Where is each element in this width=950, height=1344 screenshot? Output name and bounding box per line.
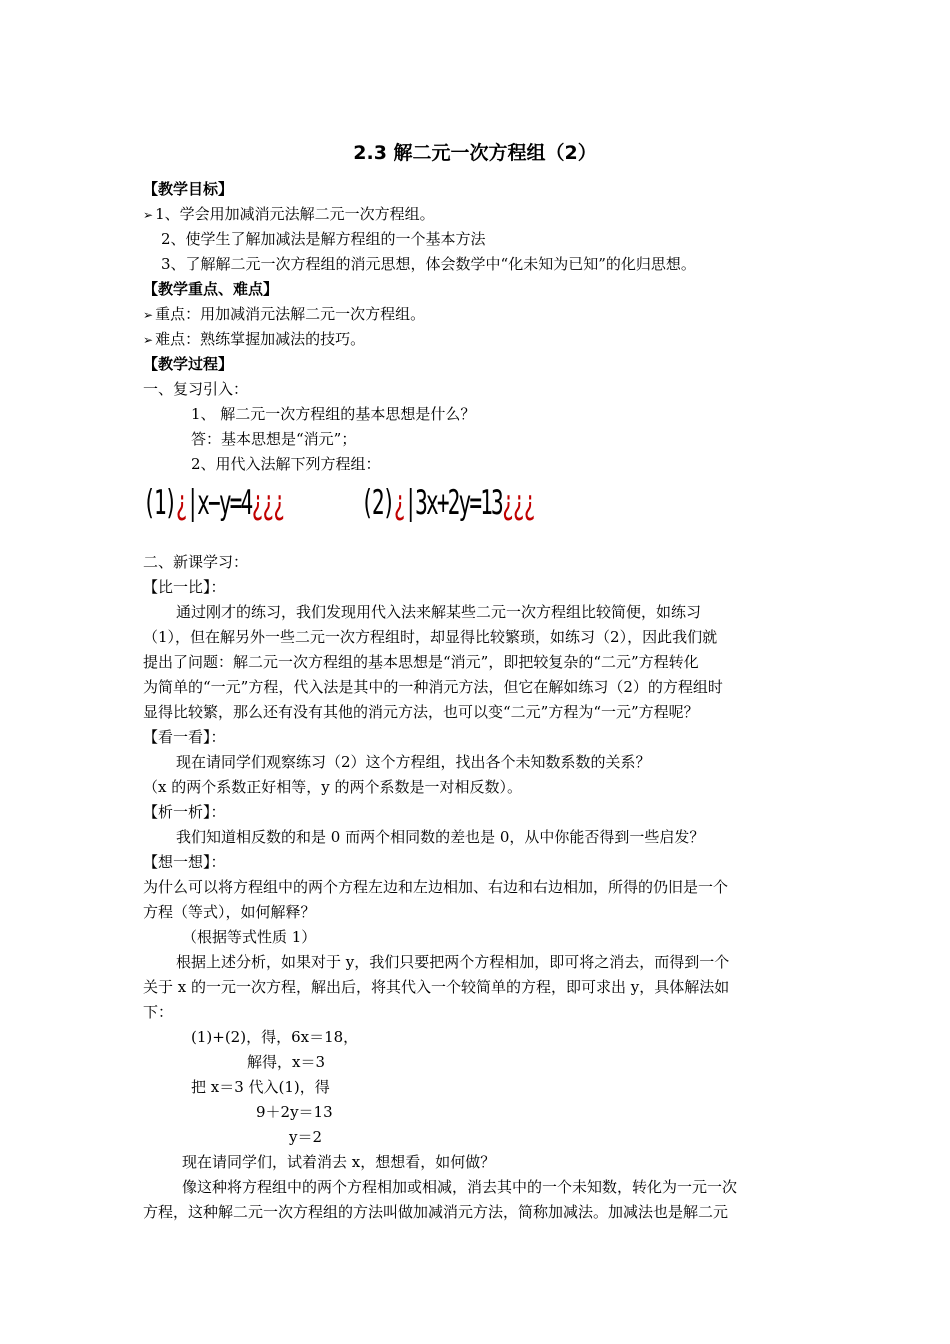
working-step-4: 9＋2y＝13 — [256, 1103, 333, 1121]
difficult-point — [143, 327, 365, 351]
look-line-2: （x 的两个系数正好相等，y 的两个系数是一对相反数）。 — [143, 778, 522, 796]
analyze-heading: 【析一析】： — [143, 803, 226, 821]
goal-item-3: 3、了解解二元一次方程组的消元思想，体会数学中“化未知为已知”的化归思想。 — [161, 255, 696, 273]
compare-heading: 【比一比】： — [143, 578, 226, 596]
analyze-line-1: 我们知道相反数的和是 0 而两个相同数的差也是 0，从中你能否得到一些启发？ — [176, 828, 705, 846]
solution-para-line-3: 下： — [143, 1003, 174, 1021]
equation-2-label: (2) — [361, 483, 394, 523]
working-step-3: 把 x＝3 代入(1)，得 — [191, 1078, 330, 1096]
review-heading: 一、复习引入： — [143, 380, 249, 398]
equation-2-body: 3x+2y=13 — [415, 483, 502, 523]
equation-2 — [361, 481, 534, 525]
review-question-2: 2、用代入法解下列方程组： — [191, 455, 381, 473]
think-heading: 【想一想】： — [143, 853, 226, 871]
key-point-text: 重点：用加减消元法解二元一次方程组。 — [155, 305, 426, 323]
compare-para-line-4: 为简单的“一元”方程，代入法是其中的一种消元方法，但它在解如练习（2）的方程组时 — [143, 678, 723, 696]
working-step-2: 解得，x＝3 — [247, 1053, 326, 1071]
goal-item-1 — [143, 202, 435, 226]
look-line-1: 现在请同学们观察练习（2）这个方程组，找出各个未知数系数的关系？ — [176, 753, 651, 771]
difficult-point-text: 难点：熟练掌握加减法的技巧。 — [155, 330, 366, 348]
think-line-1: 为什么可以将方程组中的两个方程左边和左边相加、右边和右边相加，所得的仍旧是一个 — [143, 878, 729, 896]
process-heading: 【教学过程】 — [143, 355, 234, 373]
equation-1-tail: ¿¿¿ — [251, 483, 284, 523]
arrow-bullet-icon: ➢ — [143, 333, 154, 347]
equation-1 — [143, 481, 284, 525]
equation-1-mark: ¿ — [175, 483, 187, 523]
goals-heading: 【教学目标】 — [143, 180, 234, 198]
compare-para-line-2: （1），但在解另外一些二元一次方程组时，却显得比较繁琐，如练习（2），因此我们就 — [143, 628, 718, 646]
solution-para-line-2: 关于 x 的一元一次方程，解出后，将其代入一个较简单的方程，即可求出 y，具体解法如 — [143, 978, 730, 996]
compare-para-line-1: 通过刚才的练习，我们发现用代入法来解某些二元一次方程组比较简便，如练习 — [176, 603, 702, 621]
think-line-2: 方程（等式），如何解释？ — [143, 903, 316, 921]
conclusion-line-1: 像这种将方程组中的两个方程相加或相减，消去其中的一个未知数，转化为一元一次 — [182, 1178, 738, 1196]
review-question-1: 1、 解二元一次方程组的基本思想是什么？ — [191, 405, 476, 423]
new-lesson-heading: 二、新课学习： — [143, 553, 249, 571]
key-points-heading: 【教学重点、难点】 — [143, 280, 279, 298]
think-line-3: （根据等式性质 1） — [182, 928, 317, 946]
working-step-5: y＝2 — [289, 1128, 323, 1146]
look-heading: 【看一看】： — [143, 728, 226, 746]
working-step-1: (1)+(2)，得，6x＝18， — [191, 1028, 359, 1046]
review-answer-1: 答：基本思想是“消元”； — [191, 430, 357, 448]
solution-para-line-1: 根据上述分析，如果对于 y，我们只要把两个方程相加，即可将之消去，而得到一个 — [176, 953, 730, 971]
key-point — [143, 302, 425, 326]
compare-para-line-5: 显得比较繁，那么还有没有其他的消元方法，也可以变“二元”方程为“一元”方程呢？ — [143, 703, 699, 721]
goal-item-2: 2、使学生了解加减法是解方程组的一个基本方法 — [161, 230, 486, 248]
page-title: 2.3 解二元一次方程组（2） — [353, 142, 597, 164]
equation-1-brace: | — [186, 483, 198, 523]
compare-para-line-3: 提出了问题：解二元一次方程组的基本思想是“消元”，即把较复杂的“二元”方程转化 — [143, 653, 699, 671]
try-prompt: 现在请同学们，试着消去 x，想想看，如何做？ — [182, 1153, 496, 1171]
equation-2-mark: ¿ — [393, 483, 405, 523]
arrow-bullet-icon: ➢ — [143, 208, 154, 222]
equation-1-label: (1) — [143, 483, 176, 523]
goal-text-1: 1、学会用加减消元法解二元一次方程组。 — [155, 205, 435, 223]
conclusion-line-2: 方程，这种解二元一次方程组的方法叫做加减消元方法，简称加减法。加减法也是解二元 — [143, 1203, 729, 1221]
equation-2-brace: | — [404, 483, 416, 523]
arrow-bullet-icon: ➢ — [143, 308, 154, 322]
equation-2-tail: ¿¿¿ — [501, 483, 535, 523]
equation-1-body: x−y=4 — [197, 483, 252, 523]
